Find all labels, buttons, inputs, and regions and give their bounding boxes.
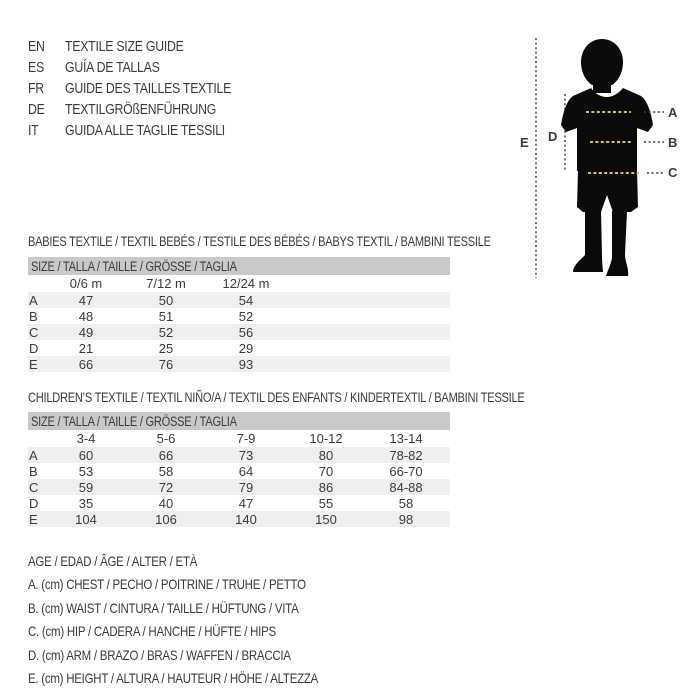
value-cell: 66 [158, 447, 174, 463]
value-cell: 47 [238, 495, 254, 511]
measurement-legend [28, 549, 382, 690]
value-cell: 104 [75, 511, 97, 527]
language-row [28, 120, 268, 141]
table-row [28, 324, 450, 340]
value-cell: 55 [318, 495, 334, 511]
babies-section-title: BABIES TEXTILE / TEXTIL BEBÉS / TESTILE DES BÉBÉS / BABYS TEXTIL / BAMBINI TESSILE [28, 234, 491, 249]
value-cell: 64 [238, 463, 254, 479]
language-code: FR [28, 80, 44, 97]
value-cell: 150 [315, 511, 337, 527]
row-label: A [29, 447, 38, 463]
value-cell: 52 [158, 324, 174, 340]
table-row [28, 511, 450, 527]
value-cell: 52 [238, 308, 254, 324]
language-label: GUÍA DE TALLAS [65, 59, 160, 76]
legend-height: E. (cm) HEIGHT / ALTURA / HAUTEUR / HÖHE / ALTEZZA [28, 670, 319, 687]
row-label: D [29, 495, 39, 511]
legend-arm: D. (cm) ARM / BRAZO / BRAS / WAFFEN / BRACCIA [28, 646, 291, 663]
value-cell: 93 [238, 356, 254, 372]
value-cell: 79 [238, 479, 254, 495]
value-cell: 51 [158, 308, 174, 324]
row-label: C [29, 479, 39, 495]
column-header-cell: 7/12 m [146, 276, 186, 291]
column-header-cell: 13-14 [389, 431, 423, 446]
legend-hip: C. (cm) HIP / CADERA / HANCHE / HÜFTE / HIPS [28, 623, 276, 640]
value-cell: 70 [318, 463, 334, 479]
language-row [28, 78, 268, 99]
table-row [28, 356, 450, 372]
babies-column-header-row [28, 275, 450, 292]
table-row [28, 479, 450, 495]
value-cell: 29 [238, 340, 254, 356]
language-code: IT [28, 122, 39, 139]
value-cell: 78-82 [389, 447, 423, 463]
language-label: GUIDA ALLE TAGLIE TESSILI [65, 122, 225, 139]
language-code: DE [28, 101, 45, 118]
language-label: GUIDE DES TAILLES TEXTILE [65, 80, 232, 97]
column-header-cell: 5-6 [156, 431, 176, 446]
value-cell: 106 [155, 511, 177, 527]
row-label: B [29, 463, 38, 479]
value-cell: 21 [78, 340, 94, 356]
table-row [28, 463, 450, 479]
value-cell: 73 [238, 447, 254, 463]
row-label: B [29, 308, 38, 324]
legend-waist: B. (cm) WAIST / CINTURA / TAILLE / HÜFTUNG / VITA [28, 599, 299, 616]
column-header-cell: 7-9 [236, 431, 256, 446]
value-cell: 60 [78, 447, 94, 463]
height-label: E [520, 135, 529, 150]
value-cell: 35 [78, 495, 94, 511]
value-cell: 76 [158, 356, 174, 372]
table-row [28, 340, 450, 356]
value-cell: 56 [238, 324, 254, 340]
value-cell: 47 [78, 292, 94, 308]
value-cell: 53 [78, 463, 94, 479]
value-cell: 140 [235, 511, 257, 527]
table-row [28, 292, 450, 308]
value-cell: 58 [158, 463, 174, 479]
language-code: ES [28, 59, 44, 76]
value-cell: 50 [158, 292, 174, 308]
row-label: A [29, 292, 38, 308]
row-label: E [29, 511, 38, 527]
table-row [28, 447, 450, 463]
language-list [28, 36, 268, 141]
row-label: C [29, 324, 39, 340]
table-row [28, 308, 450, 324]
language-row [28, 99, 268, 120]
value-cell: 40 [158, 495, 174, 511]
babies-size-header: SIZE / TALLA / TAILLE / GRÖSSE / TAGLIA [28, 257, 450, 275]
table-row [28, 495, 450, 511]
value-cell: 72 [158, 479, 174, 495]
waist-label: B [668, 135, 678, 150]
value-cell: 58 [398, 495, 414, 511]
children-column-header-row [28, 430, 450, 447]
children-size-header: SIZE / TALLA / TAILLE / GRÖSSE / TAGLIA [28, 412, 450, 430]
value-cell: 86 [318, 479, 334, 495]
value-cell: 66 [78, 356, 94, 372]
arm-label: D [548, 129, 558, 144]
column-header-cell: 12/24 m [222, 276, 270, 291]
language-row [28, 57, 268, 78]
language-label: TEXTILE SIZE GUIDE [65, 38, 184, 55]
row-label: E [29, 356, 38, 372]
column-header-cell: 3-4 [76, 431, 96, 446]
value-cell: 25 [158, 340, 174, 356]
value-cell: 49 [78, 324, 94, 340]
hip-label: C [668, 165, 678, 180]
legend-age: AGE / EDAD / ÂGE / ALTER / ETÀ [28, 552, 198, 569]
value-cell: 66-70 [389, 463, 423, 479]
language-code: EN [28, 38, 45, 55]
column-header-cell: 0/6 m [69, 276, 103, 291]
value-cell: 54 [238, 292, 254, 308]
column-header-cell: 10-12 [309, 431, 343, 446]
language-row [28, 36, 268, 57]
children-section-title: CHILDREN’S TEXTILE / TEXTIL NIÑO/A / TEXTIL DES ENFANTS / KINDERTEXTIL / BAMBINI TESSILE [28, 390, 525, 405]
value-cell: 48 [78, 308, 94, 324]
value-cell: 59 [78, 479, 94, 495]
language-label: TEXTILGRÖßENFÜHRUNG [65, 101, 217, 118]
value-cell: 80 [318, 447, 334, 463]
row-label: D [29, 340, 39, 356]
chest-label: A [668, 105, 678, 120]
value-cell: 98 [398, 511, 414, 527]
legend-chest: A. (cm) CHEST / PECHO / POITRINE / TRUHE / PETTO [28, 576, 306, 593]
babies-table [28, 275, 450, 372]
children-table [28, 430, 450, 527]
value-cell: 84-88 [389, 479, 423, 495]
